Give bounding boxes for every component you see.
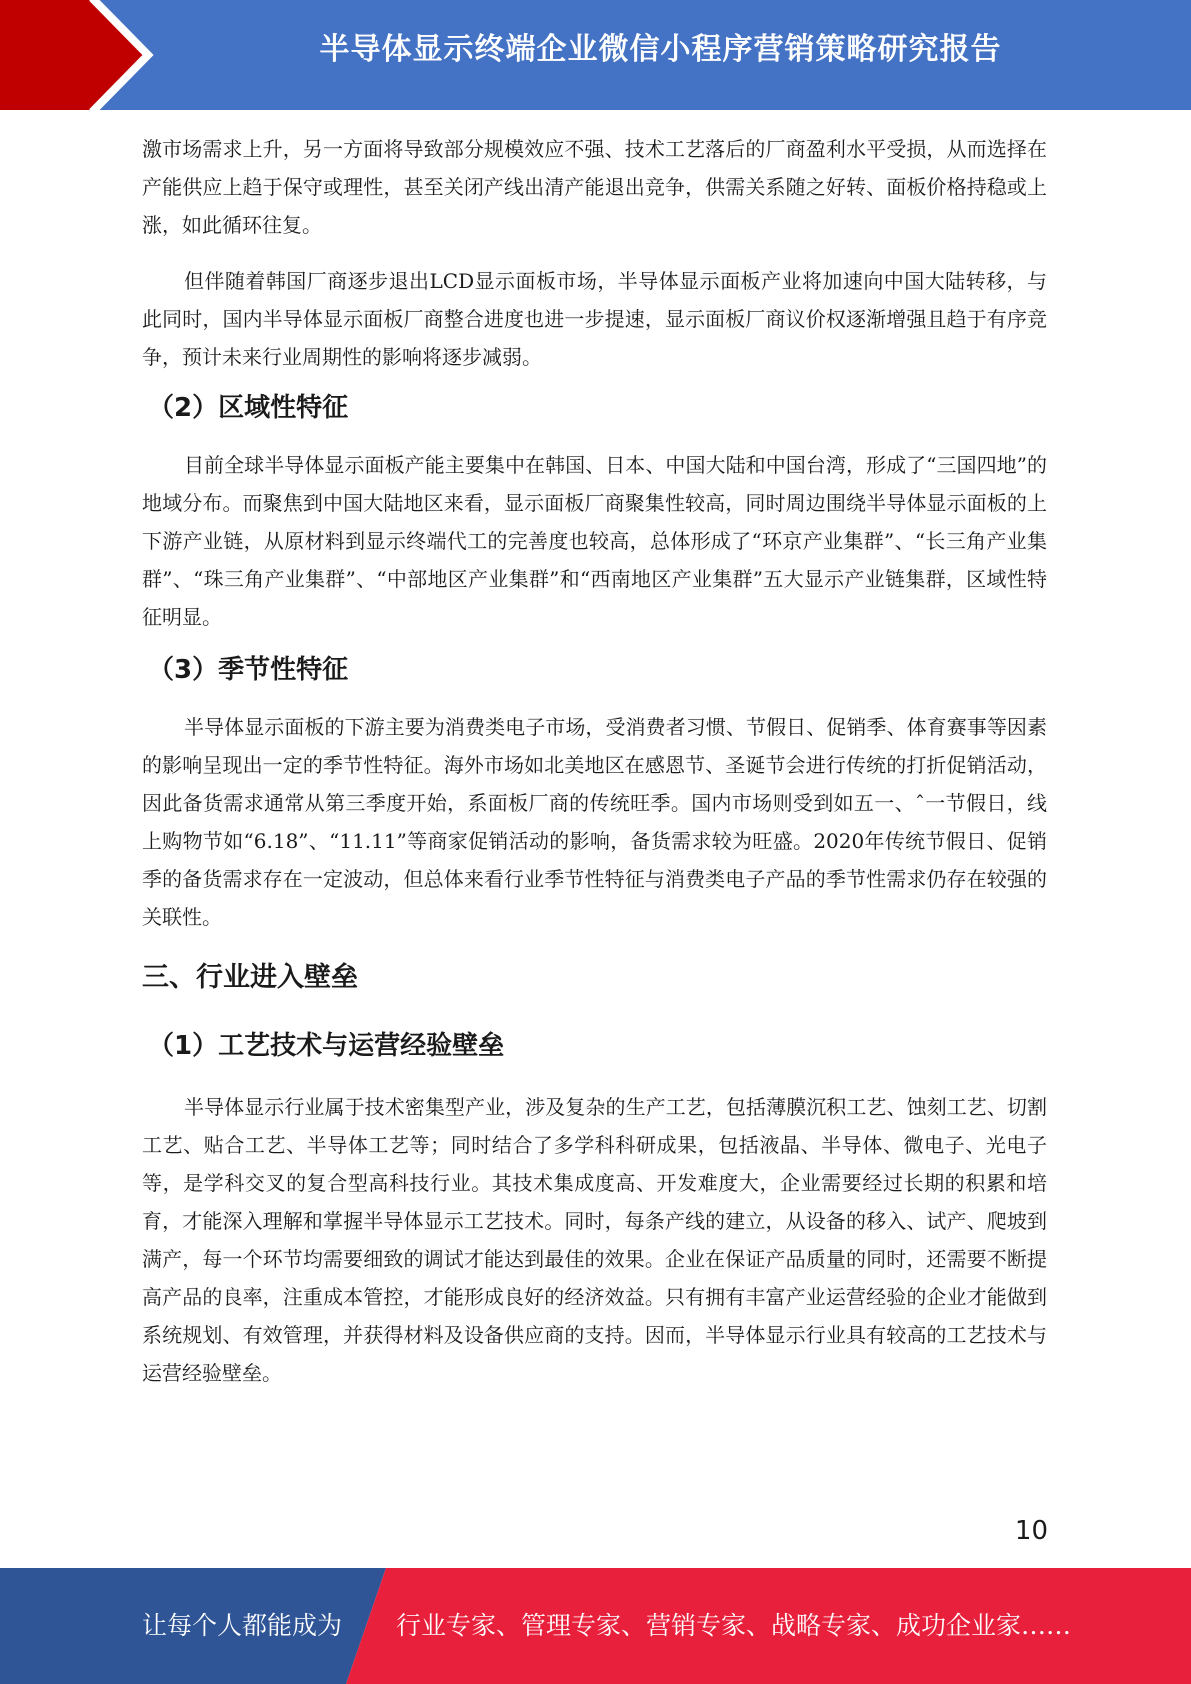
heading-seasonal-features: （3）季节性特征 <box>148 655 349 685</box>
page-number: 10 <box>1014 1516 1048 1546</box>
heading-regional-features: （2）区域性特征 <box>148 393 349 423</box>
page-footer <box>0 1568 1191 1684</box>
heading-entry-barriers: 三、行业进入壁垒 <box>142 962 358 993</box>
paragraph-seasonal-features: 半导体显示面板的下游主要为消费类电子市场，受消费者习惯、节假日、促销季、体育赛事等因素的影响呈现出一定的季节性特征。海外市场如北美地区在感恩节、圣诞节会进行传统的打折促销活动，因此备货需求通常从第三季度开始，系面板厂商的传统旺季。国内市场则受到如五一、ˆ一节假日，线上购物节如“6.18”、“11.11”等商家促销活动的影响，备货需求较为旺盛。2020年传统节假日、促销季的备货需求存在一定波动，但总体来看行业季节性特征与消费类电子产品的季节性需求仍存在较强的关联性。 <box>142 715 1047 929</box>
header-title: 半导体显示终端企业微信小程序营销策略研究报告 <box>319 32 1002 67</box>
heading-tech-barrier: （1）工艺技术与运营经验壁垒 <box>148 1031 505 1061</box>
paragraph-tech-barrier: 半导体显示行业属于技术密集型产业，涉及复杂的生产工艺，包括薄膜沉积工艺、蚀刻工艺、切割工艺、贴合工艺、半导体工艺等；同时结合了多学科科研成果，包括液晶、半导体、微电子、光电子等，是学科交叉的复合型高科技行业。其技术集成度高、开发难度大，企业需要经过长期的积累和培育，才能深入理解和掌握半导体显示工艺技术。同时，每条产线的建立，从设备的移入、试产、爬坡到满产，每一个环节均需要细致的调试才能达到最佳的效果。企业在保证产品质量的同时，还需要不断提高产品的良率，注重成本管控，才能形成良好的经济效益。只有拥有丰富产业运营经验的企业才能做到系统规划、有效管理，并获得材料及设备供应商的支持。因而，半导体显示行业具有较高的工艺技术与运营经验壁垒。 <box>142 1095 1047 1385</box>
footer-slogan-right: 行业专家、管理专家、营销专家、战略专家、成功企业家…… <box>396 1611 1072 1640</box>
header-red-arrow <box>0 0 150 110</box>
paragraph-cycle-continuation: 激市场需求上升，另一方面将导致部分规模效应不强、技术工艺落后的厂商盈利水平受损，从而选择在产能供应上趋于保守或理性，甚至关闭产线出清产能退出竞争，供需关系随之好转、面板价格持稳或上涨，如此循环往复。 <box>142 137 1047 237</box>
paragraph-cycle-outlook: 但伴随着韩国厂商逐步退出LCD显示面板市场，半导体显示面板产业将加速向中国大陆转移，与此同时，国内半导体显示面板厂商整合进度也进一步提速，显示面板厂商议价权逐渐增强且趋于有序竞争，预计未来行业周期性的影响将逐步减弱。 <box>142 269 1047 369</box>
report-body <box>142 130 1047 1392</box>
page-header <box>0 0 1191 110</box>
paragraph-regional-features: 目前全球半导体显示面板产能主要集中在韩国、日本、中国大陆和中国台湾，形成了“三国四地”的地域分布。而聚焦到中国大陆地区来看，显示面板厂商聚集性较高，同时周边围绕半导体显示面板的上下游产业链，从原材料到显示终端代工的完善度也较高，总体形成了“环京产业集群”、“长三角产业集群”、“珠三角产业集群”、“中部地区产业集群”和“西南地区产业集群”五大显示产业链集群，区域性特征明显。 <box>142 453 1047 629</box>
footer-slogan-left: 让每个人都能成为 <box>142 1611 343 1640</box>
